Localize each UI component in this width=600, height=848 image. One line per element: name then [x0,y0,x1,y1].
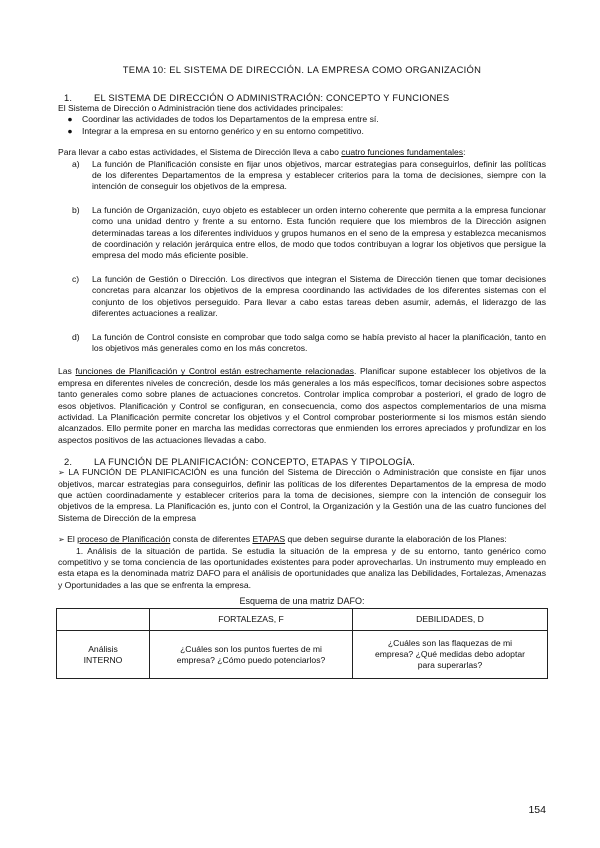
arrow-icon: ➢ [58,468,65,478]
arrow-icon: ➢ [58,535,65,545]
dafo-table [56,608,548,679]
planning-process-paragraph: ➢ El proceso de Planificación consta de diferentes ETAPAS que deben seguirse durante la elaboración de los Planes: [58,534,507,545]
underlined-term: funciones de Planificación y Control están estrechamente relacionadas [75,366,354,377]
dafo-row-label: Análisis INTERNO [57,631,150,679]
function-item-a: a) La función de Planificación consiste en fijar unos objetivos, marcar estrategias para conseguirlos, definir las políticas de los diferentes Departamentos de la empresa y establecer criterios para la toma de decisiones, siempre con la intención de conseguir los objetivos de la empresa. [72,158,546,192]
section-2-heading [58,456,546,467]
bullet-item [58,114,546,125]
bullet-text: Coordinar las actividades de todos los Departamentos de la empresa entre sí. [82,114,379,125]
bullet-icon: ● [67,114,73,125]
function-item-d: d) La función de Control consiste en comprobar que todo salga como se había previsto al hacer la planificación, tanto en los objetivos más generales como en los más concretos. [72,331,546,353]
underlined-term: ETAPAS [252,534,286,545]
dafo-empty-cell [57,609,150,631]
underlined-term: cuatro funciones fundamentales [341,147,464,158]
planning-definition: ➢ LA FUNCIÓN DE PLANIFICACIÓN es una función del Sistema de Dirección o Administración que consiste en fijar unos objetivos, marcar estrategias para conseguirlos, definir las políticas de los diferentes Departamentos de la empresa de modo que actúen coordinadamente y establecer criterios para la toma de decisiones, siempre con la intención de conseguir los objetivos de la empresa. La Planificación es, junto con el Control, la Organización y la Gestión una de las cuatro funciones del Sistema de Dirección de la empresa [58,467,546,523]
section-1-intro: El Sistema de Dirección o Administración tiene dos actividades principales: [58,103,344,113]
section-1-number: 1. [64,92,73,103]
dafo-cell-weaknesses: ¿Cuáles son las flaquezas de mi empresa? ¿Qué medidas debo adoptar para superarlas? [353,631,548,679]
underlined-term: proceso de Planificación [77,534,171,545]
planning-control-paragraph: Las funciones de Planificación y Control están estrechamente relacionadas. Planificar supone establecer los objetivos de la empresa en diferentes niveles de concreción, desde los más generales a los más específicos, tomar decisiones sobre aspectos tanto generales como sobre planes de actuaciones concretos. Controlar implica comprobar a posteriori, el grado de logro de esos objetivos. Planificación y Control se configuran, en consecuencia, como dos aspectos complementarios de una misma actividad. La Planificación permite concretar los objetivos y el Control comprobar posteriormente si los mismos están siendo alcanzados. Ello permite poner en marcha las medidas correctoras que enmienden los errores apreciados y profundizar en los aspectos positivos de las actuaciones llevadas a cabo. [58,366,547,445]
bullet-text: Integrar a la empresa en su entorno genérico y en su entorno competitivo. [82,125,364,136]
section-1-heading [58,92,546,103]
dafo-caption: Esquema de una matriz DAFO: [239,596,365,607]
section-1-title: EL SISTEMA DE DIRECCIÓN O ADMINISTRACIÓN: CONCEPTO Y FUNCIONES [94,92,450,103]
section-2-number: 2. [64,456,73,468]
bullet-icon: ● [67,125,73,136]
document-page [58,60,546,679]
bullet-item [58,126,546,137]
step-1-paragraph: 1. Análisis de la situación de partida. Se estudia la situación de la empresa y de su entorno, tanto genérico como competitivo y se toma conciencia de las oportunidades existentes para poder aprovecharlas. Un instrumento muy empleado en esta etapa es la denominada matriz DAFO para el análisis de oportunidades que analiza las Debilidades, Fortalezas, Amenazas y Oportunidades a las que se enfrenta la empresa. [58,545,546,590]
function-item-c: c) La función de Gestión o Dirección. Los directivos que integran el Sistema de Dirección tienen que tomar decisiones concretas para alcanzar los objetivos de la empresa coordinando las actividades de los diferentes sistemas con el conjunto de los objetivos perseguido. Para llevar a cabo estas tareas deben asumir, además, el liderazgo de las diferentes actuaciones a realizar. [72,273,546,319]
functions-intro: Para llevar a cabo estas actividades, el Sistema de Dirección lleva a cabo cuatro funciones fundamentales: [58,147,466,158]
section-2-title: LA FUNCIÓN DE PLANIFICACIÓN: CONCEPTO, ETAPAS Y TIPOLOGÍA. [94,456,416,468]
page-title: TEMA 10: EL SISTEMA DE DIRECCIÓN. LA EMPRESA COMO ORGANIZACIÓN [122,64,482,75]
dafo-header-strengths: FORTALEZAS, F [150,609,353,631]
function-item-b: b) La función de Organización, cuyo objeto es establecer un orden interno coherente que permita a la empresa funcionar como una unidad dentro y frente a su entorno. Esta función requiere que los miembros de la Dirección asignen determinadas tareas a los diferentes individuos y grupos humanos en el seno de la empresa y establezca mecanismos de coordinación y relación jerárquica entre ellos, de modo que todos contribuyan a lograr los objetivos que persigue la empresa del modo más eficiente posible. [72,204,546,261]
page-number: 154 [528,804,546,816]
dafo-header-weaknesses: DEBILIDADES, D [353,609,548,631]
dafo-cell-strengths: ¿Cuáles son los puntos fuertes de mi empresa? ¿Cómo puedo potenciarlos? [150,631,353,679]
